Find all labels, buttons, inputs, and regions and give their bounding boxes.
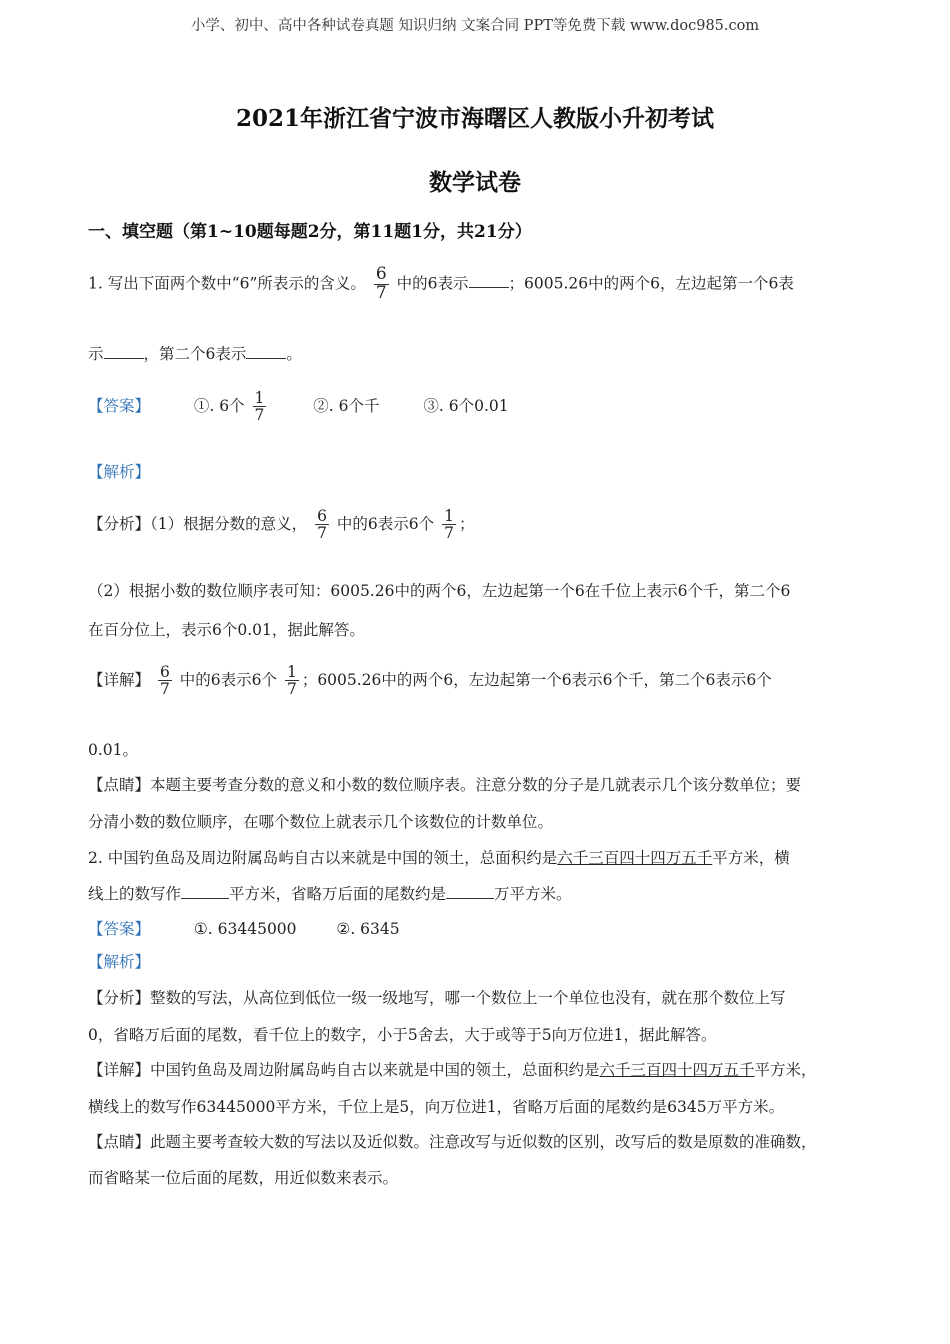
- fenxi-fraction-2: [442, 508, 456, 542]
- q2-text-c: 线上的数写作: [88, 885, 182, 903]
- q2-answer: [88, 917, 400, 939]
- answer-blank: [104, 344, 144, 359]
- q1-fenxi-1: [88, 508, 474, 542]
- q1-xiangjie-2: 0.01。: [88, 741, 139, 759]
- fenxi-tag: 【分析】: [88, 514, 151, 533]
- dianjing-tag: 【点睛】: [88, 776, 151, 794]
- fraction-numerator: 6: [159, 663, 170, 681]
- q1-text-b: 中的6表示: [396, 274, 469, 293]
- fenxi-text-b: 中的6表示6个: [336, 514, 435, 533]
- q2-text-b: 平方米，横: [712, 849, 790, 867]
- fraction-numerator: 1: [444, 507, 454, 525]
- answer-blank: [446, 884, 494, 899]
- q1-text-e: ，第二个6表示: [143, 345, 247, 363]
- answer-tag: 【答案】: [88, 396, 151, 415]
- q2-xiangjie-2: 横线上的数写作63445000平方米，千位上是5，向万位进1，省略万后面的尾数约是6345万平方米。: [88, 1098, 785, 1116]
- xiangjie-tag: 【详解】: [88, 1061, 151, 1079]
- answer-blank: [181, 884, 229, 899]
- answer-2: ②. 6个千: [313, 396, 380, 415]
- analysis-tag: 【解析】: [88, 953, 151, 971]
- dianjing-text: 此题主要考查较大数的写法以及近似数。注意改写与近似数的区别，改写后的数是原数的准确数，: [150, 1133, 817, 1151]
- dianjing-text: 本题主要考查分数的意义和小数的数位顺序表。注意分数的分子是几就表示几个该分数单位；要: [150, 776, 802, 794]
- fraction-denominator: 7: [286, 680, 297, 699]
- answer-blank: [469, 273, 509, 288]
- fenxi-tag: 【分析】: [88, 989, 151, 1007]
- q2-line2: [88, 882, 572, 904]
- q1-text-c: ；6005.26中的两个6，左边起第一个6表: [508, 274, 794, 293]
- q1-text-f: 。: [286, 345, 302, 363]
- q2-fenxi-2: 0，省略万后面的尾数，看千位上的数字，小于5舍去，大于或等于5向万位进1，据此解答。: [88, 1026, 717, 1044]
- answer-1: ①. 63445000: [193, 920, 297, 938]
- fraction-denominator: 7: [444, 524, 454, 543]
- xiangjie-tag: 【详解】: [88, 670, 151, 689]
- xiangjie-underlined-number: 六千三百四十四万五千: [599, 1061, 755, 1079]
- answer-2: ②. 6345: [336, 920, 400, 938]
- analysis-tag: 【解析】: [88, 463, 151, 481]
- fraction-numerator: 6: [317, 507, 327, 525]
- q1-text-d: 示: [88, 345, 104, 363]
- answer-1: ①. 6个: [193, 396, 245, 415]
- fraction-denominator: 7: [375, 282, 387, 303]
- q2-dianjing-2: 而省略某一位后面的尾数，用近似数来表示。: [88, 1169, 399, 1187]
- fraction-numerator: 6: [375, 264, 387, 284]
- q2-fenxi-1: [88, 986, 786, 1008]
- q1-fenxi-2: （2）根据小数的数位顺序表可知：6005.26中的两个6，左边起第一个6在千位上表示6个千，第二个6: [88, 582, 791, 600]
- fenxi-text-c: ；: [458, 514, 475, 533]
- q1-fraction: [374, 266, 389, 303]
- xiangjie-fraction: [158, 664, 172, 698]
- q2-xiangjie-1: [88, 1058, 817, 1080]
- q1-line2: [88, 342, 302, 364]
- xiangjie-text-b: 平方米，: [754, 1061, 817, 1079]
- q1-xiangjie-1: [88, 664, 772, 698]
- dianjing-tag: 【点睛】: [88, 1133, 151, 1151]
- section-heading: 一、填空题（第1~10题每题2分，第11题1分，共21分）: [88, 222, 532, 242]
- q1-fenxi-3: 在百分位上，表示6个0.01，据此解答。: [88, 621, 365, 639]
- q2-text-d: 平方米，省略万后面的尾数约是: [229, 885, 447, 903]
- q2-underlined-number: 六千三百四十四万五千: [557, 849, 713, 867]
- q2-dianjing-1: [88, 1130, 817, 1152]
- q1-line1: [88, 266, 794, 303]
- xiangjie-fraction-2: [285, 664, 299, 698]
- xiangjie-text-a: 中国钓鱼岛及周边附属岛屿自古以来就是中国的领土，总面积约是: [150, 1061, 600, 1079]
- answer-1-fraction: [253, 390, 267, 424]
- fraction-denominator: 7: [254, 406, 265, 425]
- site-header: 小学、初中、高中各种试卷真题 知识归纳 文案合同 PPT等免费下载 www.doc985.com: [190, 18, 760, 34]
- q2-text-a: 2. 中国钓鱼岛及周边附属岛屿自古以来就是中国的领土，总面积约是: [88, 849, 558, 867]
- exam-title: 2021年浙江省宁波市海曙区人教版小升初考试: [235, 105, 714, 132]
- q1-answer: [88, 390, 509, 424]
- xiangjie-text-b: ；6005.26中的两个6，左边起第一个6表示6个千，第二个6表示6个: [301, 670, 772, 689]
- q1-dianjing-2: 分清小数的数位顺序，在哪个数位上就表示几个该数位的计数单位。: [88, 813, 554, 831]
- fraction-denominator: 7: [159, 680, 170, 699]
- fenxi-text: 整数的写法，从高位到低位一级一级地写，哪一个数位上一个单位也没有，就在那个数位上写: [150, 989, 786, 1007]
- fraction-numerator: 1: [254, 389, 265, 407]
- q1-text-a: 1. 写出下面两个数中“6”所表示的含义。: [88, 274, 366, 293]
- fenxi-fraction: [315, 508, 329, 542]
- fraction-numerator: 1: [286, 663, 297, 681]
- q1-dianjing-1: [88, 773, 801, 795]
- q2-text-e: 万平方米。: [494, 885, 572, 903]
- fraction-denominator: 7: [317, 524, 327, 543]
- fenxi-text-a: （1）根据分数的意义，: [150, 514, 308, 533]
- answer-blank: [246, 344, 286, 359]
- q2-line1: [88, 846, 790, 868]
- answer-tag: 【答案】: [88, 920, 151, 938]
- xiangjie-text-a: 中的6表示6个: [179, 670, 277, 689]
- answer-3: ③. 6个0.01: [423, 396, 509, 415]
- exam-subtitle: 数学试卷: [429, 169, 521, 196]
